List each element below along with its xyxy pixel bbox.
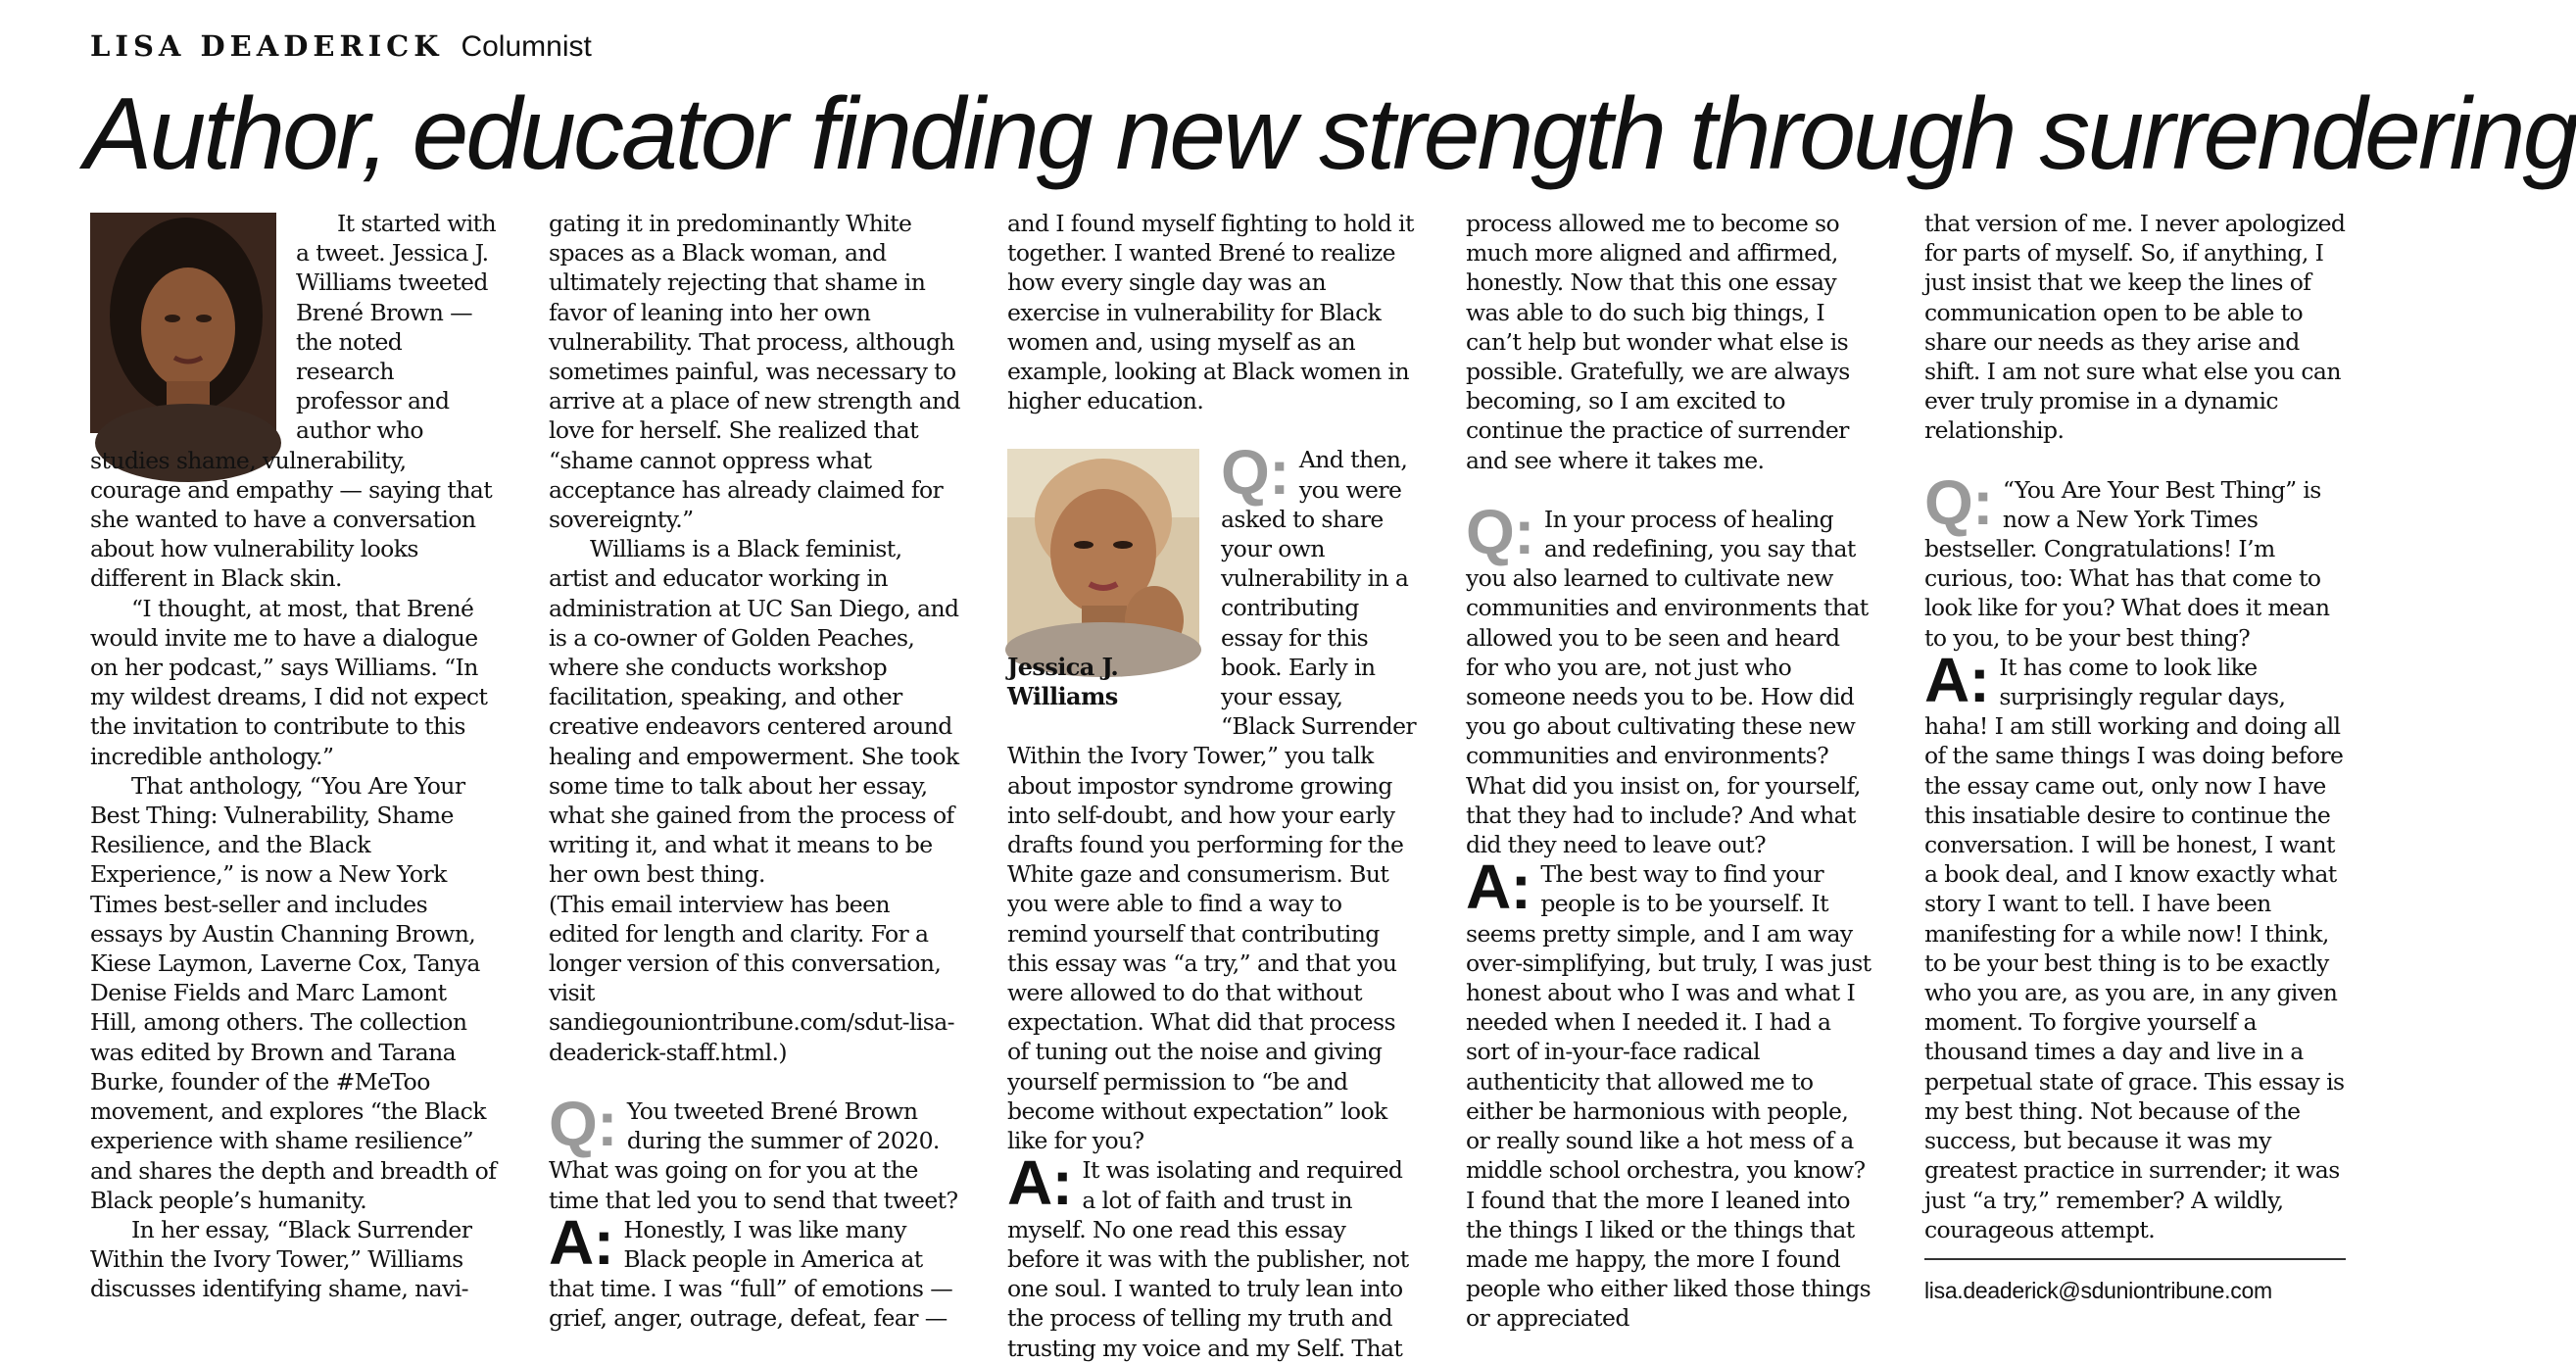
columnist-role: Columnist [461,30,592,63]
body-paragraph: that version of me. I never apologized for parts of myself. So, if anything, I just insist that we keep the lines of communication open to be able to share our needs as they arise and shift. I am not sure what else you can ever truly promise in a dynamic relationship. [1924,210,2346,445]
answer-dropcap: A: [1924,644,1990,715]
text-column-4 [1466,209,1877,1345]
question-paragraph [1924,466,2346,653]
answer-paragraph [1007,1147,1419,1362]
body-paragraph: In her essay, “Black Surrender Within the Ivory Tower,” Williams discusses identifying shame, navi- [90,1215,472,1303]
body-paragraph: Williams is a Black feminist, artist and educator working in administration at UC San Diego, and is a co-owner of Golden Peaches, where she conducts workshop facilitation, speaking, and other creative endeavors centered around healing and empowerment. She took some time to talk about her essay, what she gained from the process of writing it, and what it means to be her own best thing. [549,535,959,889]
question-dropcap: Q: [1924,466,1993,538]
headline: Author, educator finding new strength through surrendering [84,77,2576,191]
photo-with-caption [1007,449,1199,711]
answer-paragraph [1466,852,1877,1333]
paragraph-text: And then, you were asked to share your own vulnerability in a contributing essay for this book. Early in your essay, “Black Surrender Within the Ivory Tower,” you talk about impostor syndrome growing into self-doubt, and how your early drafts found you performing for the White gaze and consumerism. But you were able to find a way to remind yourself that contributing this essay was “a try,” and that you were allowed to do that without expectation. What did that process of tuning out the noise and giving yourself permission to “be and become without expectation” look like for you? [1007,446,1417,1155]
answer-paragraph [1924,644,2346,1244]
paragraph-text: It has come to look like surprisingly regular days, haha! I am still working and doing all of the same things I was doing before the essay came out, only now I have this insatiable desire to continue the conversation. I will be honest, I want a book deal, and I know exactly what story I want to tell. I have been manifesting for a while now! I think, to be your best thing is to be exactly who you are, as you are, in any given moment. To forgive yourself a thousand times a day and live in a perpetual state of grace. This essay is my best thing. Not because of the success, but because it was my greatest practice in surrender; it was just “a try,” remember? A wildly, courageous attempt. [1924,653,2345,1243]
author-email [1924,1276,2346,1305]
columnist-name: LISA DEADERICK [90,29,444,63]
photo-caption: Jessica J. Williams [1007,653,1119,711]
body-paragraph: and I found myself fighting to hold it together. I wanted Brené to realize how every single day was an exercise in vulnerability for Black women and, using myself as an example, looking at Black women in higher education. [1007,210,1414,415]
body-paragraph: That anthology, “You Are Your Best Thing: Vulnerability, Shame Resilience, and the Black Experience,” is now a New York Times best-seller and includes essays by Austin Channing Brown, Kiese Laymon, Laverne Cox, Tanya Denise Fields and Marc Lamont Hill, among others. The collection was edited by Brown and Tarana Burke, founder of the #MeToo movement, and explores “the Black experience with shame resilience” and shares the depth and breadth of Black people’s humanity. [90,771,497,1214]
text-column-2 [549,209,960,1345]
jessica-williams-photo [1007,449,1199,645]
question-dropcap: Q: [549,1088,617,1159]
paragraph-text: Honestly, I was like many Black people in America at that time. I was “full” of emotions — grief, anger, outrage, defeat, fear — [549,1215,953,1333]
end-rule [1924,1258,2346,1260]
byline [90,29,592,69]
body-paragraph: “I thought, at most, that Brené would invite me to have a dialogue on her podcast,” says Williams. “In my wildest dreams, I did not expect the invitation to contribute to this incredible anthology.” [90,594,488,770]
paragraph-text: You tweeted Brené Brown during the summer of 2020. What was going on for you at the time that led you to send that tweet? [549,1096,958,1214]
text-column-3 [1007,209,1419,1362]
answer-dropcap: A: [549,1206,614,1278]
paragraph-text: The best way to find your people is to be yourself. It seems pretty simple, and I am way over-simplifying, but truly, I was just honest about who I was and what I needed when I needed it. I had a sort of in-your-face radical authenticity that allowed me to either be harmonious with people, or really sound like a hot mess of a middle school orchestra, you know? I found that the more I leaned into the things I liked or the things that made me happy, the more I found people who either liked those things or appreciated [1466,860,1871,1333]
body-paragraph: gating it in predominantly White spaces as a Black woman, and ultimately rejecting that shame in favor of leaning into her own vulnerability. That process, although sometimes painful, was necessary to arrive at a place of new strength and love for herself. She realized that “shame cannot oppress what acceptance has already claimed for sovereignty.” [549,210,960,534]
question-paragraph [549,1088,960,1215]
question-dropcap: Q: [1221,437,1289,509]
author-photo [90,213,276,433]
answer-paragraph [549,1206,960,1334]
text-column-1 [90,209,498,1345]
author-email-text: lisa.deaderick@sduniontribune.com [1924,1277,2272,1303]
answer-dropcap: A: [1466,852,1531,923]
paragraph-text: “You Are Your Best Thing” is now a New York Times bestseller. Congratulations! I’m curious, too: What has that come to look like for you? What does it mean to you, to be your best thing? [1924,475,2330,652]
body-paragraph: (This email interview has been edited for length and clarity. For a longer version of this conversation, visit sandiegouniontribune.com/sdut-lisa-deaderick-staff.html.) [549,890,954,1066]
paragraph-text: It was isolating and required a lot of faith and trust in myself. No one read this essay before it was with the publisher, not one soul. I wanted to truly lean into the process of telling my truth and trusting my voice and my Self. That [1007,1156,1409,1362]
answer-dropcap: A: [1007,1147,1073,1219]
paragraph-text: In your process of healing and redefining, you say that you also learned to cultivate new communities and environments that allowed you to be seen and heard for who you are, not just who someone needs you to be. How did you go about cultivating these new communities and environments? What did you insist on, for yourself, that they had to include? And what did they need to leave out? [1466,505,1869,859]
body-paragraph: It started with a tweet. Jessica J. Williams tweeted Brené Brown — the noted research professor and author who studies shame, vulnerability, courage and empathy — saying that she wanted to have a conversation about how vulnerability looks different in Black skin. [90,210,497,593]
question-paragraph [1466,496,1877,859]
question-dropcap: Q: [1466,496,1534,567]
body-paragraph: process allowed me to become so much more aligned and affirmed, honestly. Now that this one essay was able to do such big things, I can’t help but wonder what else is possible. Gratefully, we are always becoming, so I am excited to continue the practice of surrender and see where it takes me. [1466,210,1850,474]
text-column-5 [1924,209,2346,1345]
paragraph-gap [1007,415,1419,445]
